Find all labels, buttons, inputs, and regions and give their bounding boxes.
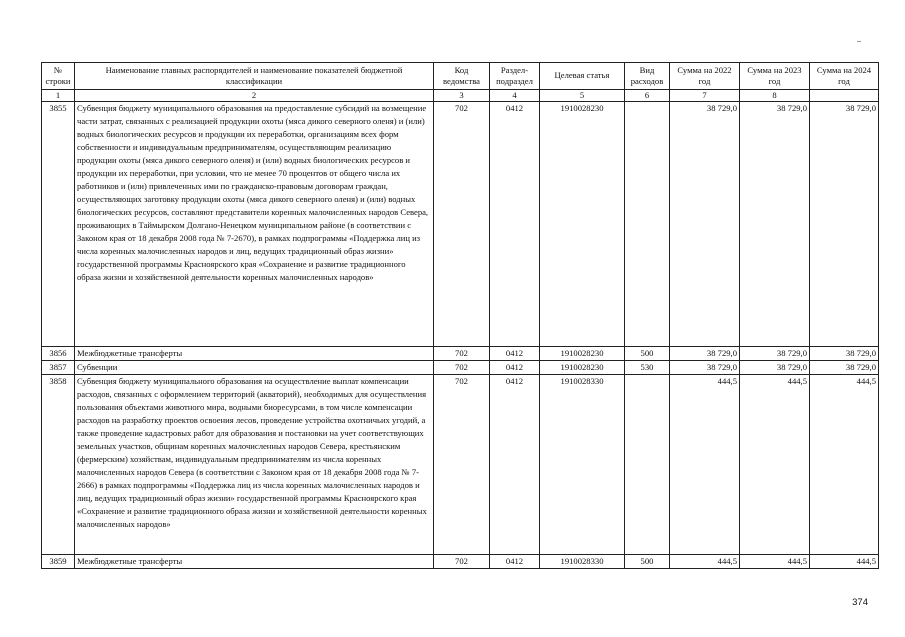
row-sum-2022: 38 729,0 [670, 347, 740, 361]
budget-sheet [41, 62, 878, 569]
header-dept-code: Код ведомства [434, 63, 490, 90]
row-sum-2024: 38 729,0 [810, 361, 879, 375]
row-target-article: 1910028330 [540, 555, 625, 569]
row-target-article: 1910028230 [540, 102, 625, 347]
row-sum-2022: 38 729,0 [670, 361, 740, 375]
row-sum-2023: 38 729,0 [740, 361, 810, 375]
table-row [42, 375, 879, 555]
header-num: 2 [75, 90, 434, 102]
header-num: 7 [670, 90, 740, 102]
row-expense-type [625, 375, 670, 555]
row-number: 3857 [42, 361, 75, 375]
header-num [810, 90, 879, 102]
row-sum-2023: 444,5 [740, 555, 810, 569]
header-num: 1 [42, 90, 75, 102]
page-number: 374 [852, 597, 868, 608]
row-sum-2023: 38 729,0 [740, 347, 810, 361]
header-name: Наименование главных распорядителей и наименование показателей бюджетной классификации [75, 63, 434, 90]
row-dept-code: 702 [434, 102, 490, 347]
table-row [42, 347, 879, 361]
budget-table [41, 62, 879, 569]
row-name: Межбюджетные трансферты [75, 555, 434, 569]
row-sum-2024: 38 729,0 [810, 102, 879, 347]
row-expense-type [625, 102, 670, 347]
row-sum-2023: 444,5 [740, 375, 810, 555]
row-dept-code: 702 [434, 375, 490, 555]
row-dept-code: 702 [434, 347, 490, 361]
row-expense-type: 530 [625, 361, 670, 375]
header-sum-2024: Сумма на 2024 год [810, 63, 879, 90]
corner-mark [857, 41, 861, 42]
row-expense-type: 500 [625, 555, 670, 569]
row-section: 0412 [490, 555, 540, 569]
row-sum-2024: 38 729,0 [810, 347, 879, 361]
row-target-article: 1910028230 [540, 361, 625, 375]
row-name: Межбюджетные трансферты [75, 347, 434, 361]
table-row [42, 361, 879, 375]
header-target-article: Целевая статья [540, 63, 625, 90]
row-number: 3859 [42, 555, 75, 569]
table-body [42, 102, 879, 569]
header-num: 6 [625, 90, 670, 102]
table-header [42, 63, 879, 102]
row-name: Субвенция бюджету муниципального образования на предоставление субсидий на возмещение части затрат, связанных с реализацией продукции охоты (мяса дикого северного оленя) и (или) водных биологических ресурсов и продукции их переработки, организациям всех форм собственности и индивидуальным предпринимателям, осуществляющим реализацию продукции охоты (мяса дикого северного оленя) и (или) водных биологических ресурсов и продукции их переработки, при условии, что не менее 70 процентов от общего числа их работников и (или) привлеченных ими по гражданско-правовым договорам граждан, осуществляющих заготовку продукции охоты (мяса дикого северного оленя) и (или) водных биологических ресурсов, составляют представители коренных малочисленных народов Севера, проживающих в Таймырском Долгано-Ненецком муниципальном районе (в соответствии с Законом края от 18 декабря 2008 года № 7-2670), в рамках подпрограммы «Поддержка лиц из числа коренных малочисленных народов и лиц, ведущих традиционный образ жизни» государственной программы Красноярского края «Сохранение и развитие традиционного образа жизни и хозяйственной деятельности коренных малочисленных народов» [75, 102, 434, 347]
row-section: 0412 [490, 102, 540, 347]
header-num: 5 [540, 90, 625, 102]
row-sum-2022: 38 729,0 [670, 102, 740, 347]
row-sum-2023: 38 729,0 [740, 102, 810, 347]
row-target-article: 1910028330 [540, 375, 625, 555]
row-dept-code: 702 [434, 555, 490, 569]
header-expense-type: Вид расходов [625, 63, 670, 90]
table-row [42, 102, 879, 347]
row-name: Субвенции [75, 361, 434, 375]
row-expense-type: 500 [625, 347, 670, 361]
row-sum-2022: 444,5 [670, 555, 740, 569]
row-section: 0412 [490, 347, 540, 361]
row-name: Субвенция бюджету муниципального образования на осуществление выплат компенсации расходов, связанных с оформлением территорий (акваторий), необходимых для осуществления пользования объектами животного мира, водными биоресурсами, в том числе компенсации расходов на разработку проектов освоения лесов, проведение устройства охотничьих угодий, а также проведение кадастровых работ для образования и постановки на учет соответствующих земельных участков, общинам коренных малочисленных народов Севера, крестьянским (фермерским) хозяйствам, индивидуальным предпринимателям из числа коренных малочисленных народов Севера (в соответствии с Законом края от 18 декабря 2008 года № 7-2666) в рамках подпрограммы «Поддержка лиц из числа коренных малочисленных народов и лиц, ведущих традиционный образ жизни» государственной программы Красноярского края «Сохранение и развитие традиционного образа жизни и хозяйственной деятельности коренных малочисленных народов» [75, 375, 434, 555]
row-target-article: 1910028230 [540, 347, 625, 361]
row-section: 0412 [490, 361, 540, 375]
row-number: 3856 [42, 347, 75, 361]
row-number: 3855 [42, 102, 75, 347]
header-section: Раздел-подраздел [490, 63, 540, 90]
row-sum-2022: 444,5 [670, 375, 740, 555]
header-sum-2023: Сумма на 2023 год [740, 63, 810, 90]
row-number: 3858 [42, 375, 75, 555]
row-sum-2024: 444,5 [810, 555, 879, 569]
header-rowno: № строки [42, 63, 75, 90]
row-section: 0412 [490, 375, 540, 555]
table-row [42, 555, 879, 569]
row-dept-code: 702 [434, 361, 490, 375]
row-sum-2024: 444,5 [810, 375, 879, 555]
header-num: 8 [740, 90, 810, 102]
header-num: 3 [434, 90, 490, 102]
header-sum-2022: Сумма на 2022 год [670, 63, 740, 90]
header-num: 4 [490, 90, 540, 102]
